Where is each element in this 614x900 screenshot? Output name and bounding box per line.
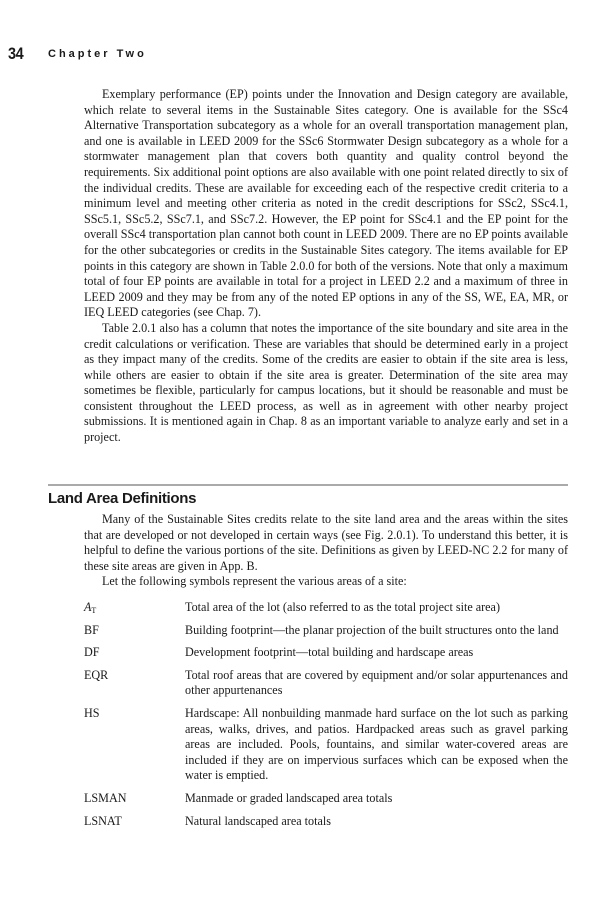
definition-term: BF [84, 622, 99, 637]
definition-row [84, 814, 568, 830]
definition-term: EQR [84, 667, 109, 682]
page-number: 34 [8, 44, 24, 63]
definition-term: HS [84, 705, 100, 720]
chapter-label: Chapter Two [48, 48, 147, 60]
land-area-section [84, 512, 568, 590]
definition-description: Building footprint—the planar projection of the built structures onto the land [185, 622, 559, 637]
running-header [8, 44, 147, 64]
definition-row [84, 668, 568, 699]
intro-section [84, 87, 568, 446]
definition-term: DF [84, 645, 100, 660]
definition-term: LSMAN [84, 790, 127, 805]
definition-term: LSNAT [84, 813, 122, 828]
definition-list [84, 600, 568, 836]
definition-description: Hardscape: All nonbuilding manmade hard surface on the lot such as parking areas, walks, drives, and patios. Hardpacked areas such as gravel parking areas are included. Pools, fountains, and similar water-covered areas are included if they are on impervious surfaces which can be exposed when the water is emptied. [185, 705, 568, 783]
definition-row [84, 600, 568, 616]
definition-row [84, 623, 568, 639]
definition-row [84, 791, 568, 807]
definition-row [84, 645, 568, 661]
paragraph: Let the following symbols represent the various areas of a site: [102, 574, 407, 589]
paragraph: Table 2.0.1 also has a column that notes the importance of the site boundary and site area in the credit calculations or verification. These are variables that should be determined early in a project as they impact many of the credits. Some of the credits are easier to obtain if the site area is less, while others are easier to obtain if the site area is greater. Determination of the site area may sometimes be flexible, particularly for campus locations, but it should be reasonable and must be consistent throughout the LEED process, as well as in agreement with other nearby project submissions. It is mentioned again in Chap. 8 as an important variable to analyze early and set in a project. [84, 320, 568, 445]
section-divider [48, 484, 568, 486]
definition-description: Total roof areas that are covered by equipment and/or solar appurtenances and other appurtenances [185, 667, 568, 698]
definition-row [84, 706, 568, 784]
definition-description: Total area of the lot (also referred to as the total project site area) [185, 600, 500, 614]
section-title: Land Area Definitions [48, 490, 197, 507]
definition-description: Natural landscaped area totals [185, 813, 331, 828]
paragraph: Exemplary performance (EP) points under the Innovation and Design category are available, which relate to several items in the Sustainable Sites category. One is available for the SSc4 Alternative Transportation subcategory as a whole for an overall transportation management plan, and one is available in LEED 2009 for the SSc6 Stormwater Design subcategory as a whole for a stormwater management plan that covers both quantity and quality control beyond the requirements. Six additional point options are also available with one point related directly to six of the individual credits. These are available for exceeding each of the respective credit criteria to a minimum level and meeting other criteria as noted in the credit descriptions for SSc2, SSc4.1, SSc5.1, SSc5.2, SSc7.1, and SSc7.2. However, the EP point for SSc4.1 and the EP point for the overall SSc4 transportation plan cannot both count in LEED 2009. There are no EP points available for the other subcategories or credits in the Sustainable Sites category. The items available for EP points in this category are shown in Table 2.0.0 for both of the versions. Note that only a maximum total of four EP points are available in total for a project in LEED 2.2 and a maximum of three in LEED 2009 and they may be from any of the noted EP options in any of the SS, WE, EA, MR, or IEQ LEED categories (see Chap. 7). [84, 87, 568, 320]
definition-term: $A_T$ [84, 600, 97, 615]
paragraph: Many of the Sustainable Sites credits relate to the site land area and the areas within the sites that are developed or not developed in certain ways (see Fig. 2.0.1). To understand this better, it is helpful to define the various portions of the site. Definitions as given by LEED-NC 2.2 for many of these site areas are given in App. B. [84, 512, 568, 573]
definition-description: Development footprint—total building and hardscape areas [185, 645, 474, 660]
definition-description: Manmade or graded landscaped area totals [185, 790, 393, 805]
